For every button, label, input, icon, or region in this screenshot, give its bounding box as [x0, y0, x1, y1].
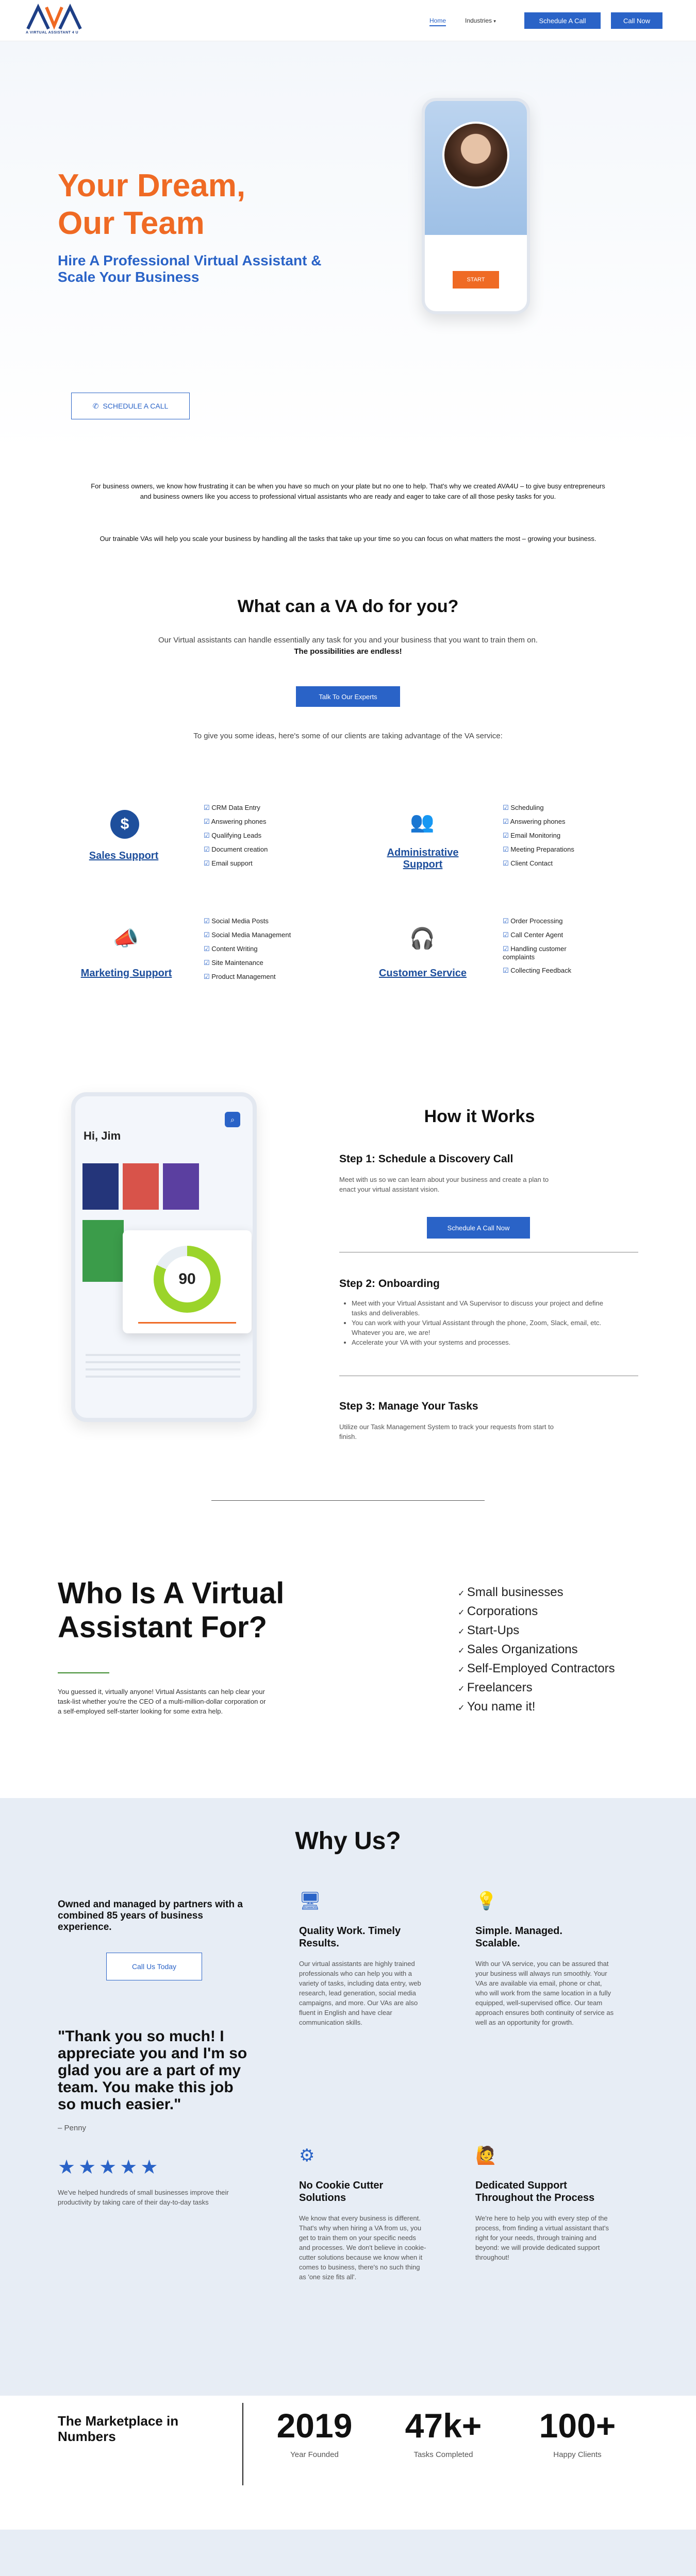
- top-nav: [0, 0, 696, 41]
- how-it-works-title: How it Works: [424, 1107, 535, 1126]
- who-list-item: [458, 1679, 633, 1698]
- check-icon: ✓: [458, 1589, 467, 1598]
- phone-lines: [86, 1354, 240, 1380]
- star-rating: [58, 2156, 161, 2179]
- stat-number: 2019: [276, 2406, 353, 2445]
- service-item-label: Social Media Posts: [211, 917, 269, 925]
- star-icon: ★: [58, 2157, 79, 2178]
- phone-greeting: Hi, Jim: [84, 1129, 121, 1142]
- stat-number: 47k+: [405, 2406, 482, 2445]
- marketplace-divider: [242, 2403, 243, 2485]
- stat-tasks: [382, 2406, 505, 2459]
- hero-phone-mockup: [422, 98, 530, 314]
- check-box-icon: ☑: [204, 931, 212, 939]
- phone-card-red: [123, 1163, 159, 1210]
- why-us-title: Why Us?: [295, 1827, 401, 1855]
- service-card-admin: [374, 799, 621, 881]
- check-icon: ✓: [458, 1647, 467, 1655]
- phone-card-blue: [82, 1163, 119, 1210]
- star-icon: ★: [99, 2157, 120, 2178]
- nav-industries-link[interactable]: [465, 17, 496, 24]
- step-2-item: • You can work with your Virtual Assistant through the phone, Zoom, Slack, email, etc. Whatever you are, we are!: [352, 1318, 620, 1337]
- check-icon: ✓: [458, 1628, 467, 1636]
- feature-no-cookie: [299, 2145, 433, 2282]
- service-list: [204, 804, 307, 873]
- service-item-label: CRM Data Entry: [211, 804, 260, 811]
- service-item-label: Site Maintenance: [211, 959, 263, 967]
- monitor-icon: 🖥: [299, 1891, 322, 1911]
- headset-icon: 🎧: [409, 927, 435, 950]
- logo-text: A VIRTUAL ASSISTANT 4 U: [26, 31, 79, 35]
- service-item-label: Client Contact: [510, 859, 553, 867]
- feature-text: With our VA service, you can be assured that your business will always run smoothly. Your VAs are available via email, phone or chat, who will work from the same location in a fully equipped, well-supervised office. Our team approach ensures both continuity of service as well as an opportunity for growth.: [475, 1960, 614, 2026]
- check-icon: ✓: [458, 1685, 467, 1693]
- support-icon: 🙋: [475, 2146, 498, 2165]
- megaphone-icon: 📣: [113, 927, 139, 950]
- step-3-text: Utilize our Task Management System to track your requests from start to finish.: [339, 1423, 554, 1440]
- progress-value: 90: [178, 1270, 196, 1287]
- team-icon: 👥: [410, 811, 435, 833]
- who-title: Who Is A Virtual Assistant For?: [58, 1577, 285, 1644]
- hero-title-line2: Our Team: [58, 206, 205, 241]
- services-grid: [0, 788, 696, 1010]
- step-2-item: • Accelerate your VA with your systems and processes.: [352, 1337, 620, 1347]
- who-item-label: Freelancers: [467, 1681, 533, 1694]
- why-quote: "Thank you so much! I appreciate you and I'm so glad you are a part of my team. You make this job so much easier.": [58, 2028, 247, 2113]
- star-icon: ★: [120, 2157, 141, 2178]
- check-box-icon: ☑: [503, 832, 511, 839]
- what-can-text-3: To give you some ideas, here's some of our clients are taking advantage of the VA service:: [193, 732, 503, 740]
- check-box-icon: ☑: [503, 945, 511, 953]
- what-can-text-1: Our Virtual assistants can handle essentially any task for you and your business that you want to train them on.: [158, 636, 538, 645]
- feature-quality: [299, 1891, 433, 2027]
- who-list-item: [458, 1622, 633, 1641]
- feature-simple: [475, 1891, 620, 2027]
- service-list-item: [204, 845, 307, 854]
- feature-title: Dedicated Support Throughout the Process: [475, 2180, 595, 2204]
- service-title: Customer Service: [378, 968, 467, 979]
- stat-label: Year Founded: [290, 2450, 339, 2459]
- check-box-icon: ☑: [204, 818, 211, 825]
- service-item-label: Handling customer complaints: [503, 945, 567, 961]
- who-section: [0, 1561, 696, 1777]
- who-list-item: [458, 1641, 633, 1660]
- service-card-marketing: [77, 912, 304, 999]
- service-list-item: [204, 818, 307, 826]
- hero-subtitle: Hire A Professional Virtual Assistant & Scale Your Business: [58, 252, 322, 285]
- feature-text: We know that every business is different. That's why when hiring a VA from us, you get to train them on your specific needs and processes. We don't believe in cookie-cutter solutions because we know when it comes to business, there's no such thing as 'one size fits all'.: [299, 2214, 426, 2281]
- service-list-item: [204, 959, 317, 967]
- check-box-icon: ☑: [503, 917, 511, 925]
- service-list-item: [503, 967, 616, 975]
- service-list-item: [204, 931, 317, 939]
- talk-to-experts-button[interactable]: Talk To Our Experts: [296, 686, 400, 707]
- hero-title-line1: Your Dream,: [58, 168, 246, 204]
- service-list-item: [204, 804, 307, 812]
- intro-section: [0, 479, 696, 562]
- service-item-label: Email support: [211, 859, 253, 867]
- what-can-title: What can a VA do for you?: [237, 597, 459, 616]
- who-item-label: Sales Organizations: [467, 1642, 578, 1656]
- feature-text: We're here to help you with every step of the process, from finding a virtual assistant that's right for your needs, through training and beyond: we will provide dedicated support throughout!: [475, 2214, 609, 2261]
- stat-label: Happy Clients: [553, 2450, 602, 2459]
- service-item-label: Answering phones: [510, 818, 566, 825]
- call-us-today-button[interactable]: Call Us Today: [106, 1953, 202, 1980]
- check-box-icon: ☑: [204, 804, 212, 811]
- who-accent-line: [58, 1672, 109, 1673]
- check-box-icon: ☑: [503, 804, 511, 811]
- check-box-icon: ☑: [204, 845, 212, 853]
- service-item-label: Email Monitoring: [510, 832, 561, 839]
- step-1-title: Step 1: Schedule a Discovery Call: [339, 1153, 513, 1165]
- why-us-section: [0, 1798, 696, 2396]
- phone-search-icon: ⌕: [225, 1112, 240, 1127]
- feature-title: Quality Work. Timely Results.: [299, 1925, 401, 1949]
- feature-text: Our virtual assistants are highly trained professionals who can help you with a variety of tasks, including data entry, web research, lead generation, social media campaigns, and more. Our VAs are also fluent in English and have clear communication skills.: [299, 1960, 421, 2026]
- why-owned-text: Owned and managed by partners with a combined 85 years of business experience.: [58, 1899, 243, 1933]
- service-title: Administrative Support: [387, 847, 459, 870]
- chevron-down-icon: ▾: [493, 19, 496, 24]
- step-2-item: • Meet with your Virtual Assistant and VA Supervisor to discuss your project and define tasks and deliverables.: [352, 1298, 620, 1318]
- intro-paragraph-2: Our trainable VAs will help you scale your business by handling all the tasks that take up your time so you can focus on what matters the most – growing your business.: [100, 535, 596, 543]
- who-list: [458, 1584, 633, 1717]
- what-can-va-section: [0, 582, 696, 740]
- phone-stats-card: [123, 1230, 252, 1333]
- feature-title: Simple. Managed. Scalable.: [475, 1925, 562, 1949]
- service-card-sales: [77, 799, 304, 881]
- who-list-item: [458, 1698, 633, 1717]
- who-item-label: Self-Employed Contractors: [467, 1662, 615, 1675]
- schedule-call-nav-button[interactable]: Schedule A Call: [524, 12, 601, 29]
- service-item-label: Order Processing: [510, 917, 563, 925]
- service-list-item: [204, 945, 317, 953]
- star-icon: ★: [140, 2157, 161, 2178]
- check-box-icon: ☑: [503, 967, 511, 974]
- service-item-label: Meeting Preparations: [510, 845, 574, 853]
- why-helped-text: We've helped hundreds of small businesses improve their productivity by taking care of their day-to-day tasks: [58, 2189, 229, 2206]
- gears-icon: ⚙: [299, 2146, 315, 2165]
- check-box-icon: ☑: [204, 973, 212, 980]
- check-box-icon: ☑: [204, 917, 212, 925]
- dollar-icon: $: [110, 810, 139, 839]
- service-list: [503, 804, 616, 873]
- stat-label: Tasks Completed: [413, 2450, 473, 2459]
- phone-icon: ✆: [92, 401, 99, 410]
- check-box-icon: ☑: [204, 945, 212, 953]
- nav-home-link[interactable]: Home: [429, 17, 446, 26]
- service-list-item: [503, 917, 616, 925]
- service-list-item: [503, 832, 616, 840]
- service-list-item: [204, 859, 307, 868]
- service-list-item: [204, 917, 317, 925]
- hero-schedule-call-button[interactable]: [71, 393, 190, 419]
- service-item-label: Document creation: [211, 845, 268, 853]
- service-item-label: Product Management: [211, 973, 276, 980]
- step-1-text: Meet with us so we can learn about your business and create a plan to enact your virtual assistant vision.: [339, 1176, 549, 1193]
- avatar: [442, 122, 509, 189]
- how-phone-mockup: [71, 1092, 257, 1422]
- phone-card-purple: [163, 1163, 199, 1210]
- phone-card-green: [82, 1220, 124, 1282]
- service-list-item: [503, 945, 585, 961]
- marketplace-title: The Marketplace in Numbers: [58, 2413, 179, 2444]
- service-item-label: Scheduling: [510, 804, 544, 811]
- feature-title: No Cookie Cutter Solutions: [299, 2180, 384, 2204]
- star-icon: ★: [78, 2157, 100, 2178]
- service-list-item: [503, 845, 616, 854]
- check-box-icon: ☑: [204, 959, 212, 967]
- who-item-label: You name it!: [467, 1700, 536, 1714]
- stat-founded: [258, 2406, 371, 2459]
- what-can-text-2: The possibilities are endless!: [294, 647, 402, 656]
- service-list-item: [204, 832, 307, 840]
- service-item-label: Content Writing: [211, 945, 258, 953]
- check-icon: ✓: [458, 1704, 467, 1713]
- service-list-item: [503, 859, 616, 868]
- service-card-customer: [374, 912, 621, 999]
- marketplace-section: [0, 2396, 696, 2530]
- stat-number: 100+: [539, 2406, 616, 2445]
- hero-cta-label: SCHEDULE A CALL: [103, 402, 169, 410]
- phone-start-button[interactable]: START: [453, 271, 499, 289]
- service-title: Marketing Support: [80, 968, 172, 979]
- phone-slider-bar: [138, 1322, 236, 1324]
- who-item-label: Small businesses: [467, 1585, 564, 1599]
- stat-clients: [521, 2406, 634, 2459]
- service-title: Sales Support: [89, 850, 159, 861]
- service-list-item: [503, 818, 616, 826]
- service-list-item: [503, 804, 616, 812]
- who-item-label: Corporations: [467, 1604, 538, 1618]
- service-list-item: [503, 931, 616, 939]
- check-icon: ✓: [458, 1666, 467, 1674]
- who-list-item: [458, 1584, 633, 1603]
- hero-section: [0, 41, 696, 453]
- service-item-label: Collecting Feedback: [510, 967, 572, 974]
- who-item-label: Start-Ups: [467, 1623, 520, 1637]
- step-3-title: Step 3: Manage Your Tasks: [339, 1400, 478, 1412]
- lightbulb-icon: 💡: [475, 1891, 498, 1911]
- who-list-item: [458, 1603, 633, 1622]
- check-box-icon: ☑: [503, 931, 511, 939]
- intro-paragraph-1: For business owners, we know how frustrating it can be when you have so much on your plate but no one to help. That's why we created AVA4U – to give busy entrepreneurs and business owners like you access to professional virtual assistants who are ready and eager to take care of all those pesky tasks for you.: [91, 482, 605, 500]
- service-item-label: Answering phones: [211, 818, 267, 825]
- check-box-icon: ☑: [204, 832, 212, 839]
- check-box-icon: ☑: [503, 845, 511, 853]
- section-divider: [211, 1500, 485, 1501]
- service-item-label: Qualifying Leads: [211, 832, 262, 839]
- check-box-icon: ☑: [503, 859, 511, 867]
- check-box-icon: ☑: [204, 859, 212, 867]
- nav-industries-label: Industries: [465, 17, 492, 24]
- testimonials-section: [0, 2530, 696, 2576]
- step-1-schedule-button[interactable]: Schedule A Call Now: [427, 1217, 530, 1239]
- who-list-item: [458, 1660, 633, 1679]
- feature-support: [475, 2145, 620, 2262]
- check-icon: ✓: [458, 1608, 467, 1617]
- service-item-label: Social Media Management: [211, 931, 291, 939]
- who-text: You guessed it, virtually anyone! Virtual Assistants can help clear your task-list whether you're the CEO of a multi-million-dollar corporation or a self-employed self-starter looking for some extra help.: [58, 1688, 266, 1715]
- service-list: [204, 917, 317, 987]
- step-2-list: [352, 1298, 620, 1347]
- service-list-item: [204, 973, 317, 981]
- service-list: [503, 917, 616, 980]
- site-logo[interactable]: [21, 3, 88, 37]
- why-quote-author: – Penny: [58, 2124, 87, 2132]
- step-2-title: Step 2: Onboarding: [339, 1278, 440, 1290]
- service-item-label: Call Center Agent: [510, 931, 564, 939]
- call-now-nav-button[interactable]: Call Now: [611, 12, 662, 29]
- how-it-works-section: [0, 1082, 696, 1504]
- check-box-icon: ☑: [503, 818, 510, 825]
